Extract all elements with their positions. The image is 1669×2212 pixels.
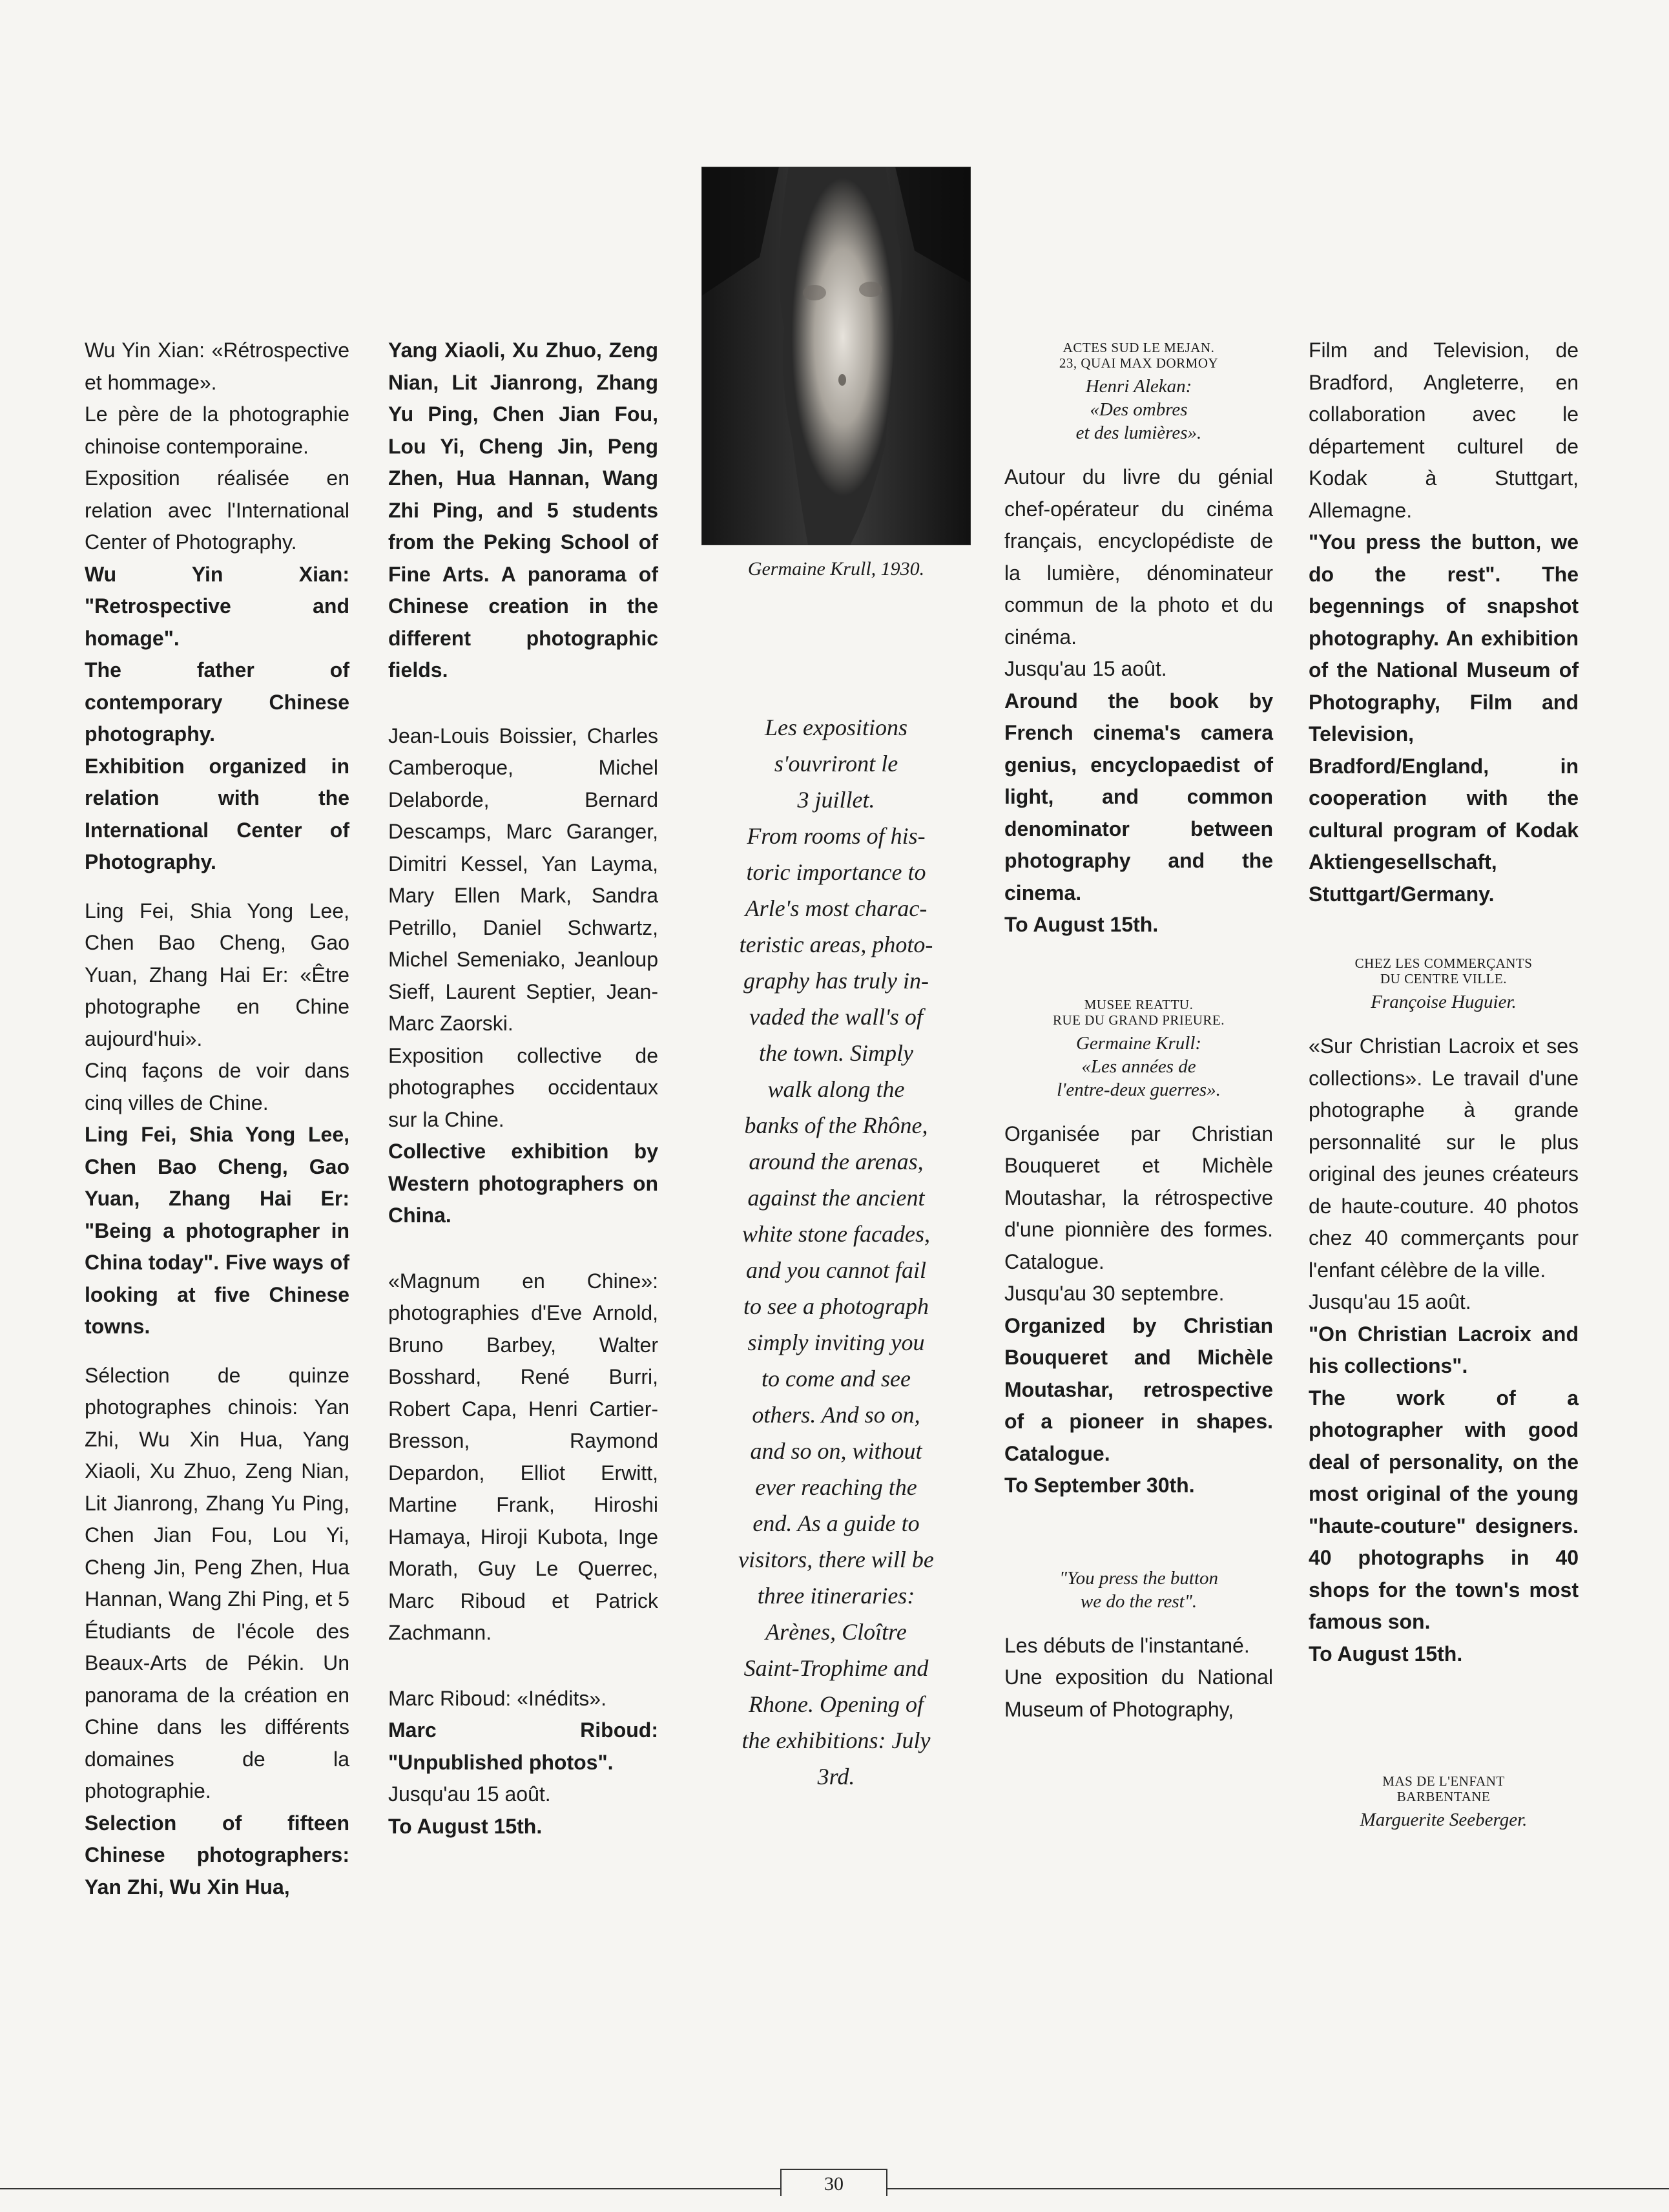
- krull-date-en: To September 30th.: [1004, 1474, 1195, 1497]
- kodak-desc-fr-cont: Film and Television, de Bradford, Angleterre, en collaboration avec le département culturel de Kodak à Stuttgart, Allemagne.: [1309, 339, 1579, 522]
- lacroix-date-en: To August 15th.: [1309, 1642, 1463, 1665]
- exhibition-title-alekan: Henri Alekan: «Des ombres et des lumières».: [1075, 376, 1202, 443]
- opening-quote: [701, 709, 971, 1795]
- ling-fei-en: Ling Fei, Shia Yong Lee, Chen Bao Cheng, Gao Yuan, Zhang Hai Er: "Being a photographer in China today". Five ways of looking at five Chinese towns.: [85, 1123, 349, 1338]
- marc-riboud-fr: Marc Riboud: «Inédits».: [388, 1686, 606, 1710]
- exhibition-title-kodak: "You press the button we do the rest".: [1059, 1567, 1219, 1612]
- wu-yin-xian-exhibition-fr: Exposition réalisée en relation avec l'International Center of Photography.: [85, 466, 349, 554]
- quote-line: and you cannot fail: [746, 1257, 926, 1283]
- column-2: [388, 335, 658, 1842]
- column-5: [1309, 335, 1579, 1831]
- photo-caption: Germaine Krull, 1930.: [747, 558, 925, 579]
- western-photographers-fr: Exposition collective de photographes occidentaux sur la Chine.: [388, 1043, 658, 1131]
- quote-line: three itineraries:: [757, 1583, 915, 1609]
- fifteen-photographers-en-cont: Yang Xiaoli, Xu Zhuo, Zeng Nian, Lit Jianrong, Zhang Yu Ping, Chen Jian Fou, Lou Yi, Cheng Jin, Peng Zhen, Hua Hannan, Wang Zhi Ping, and 5 students from the Peking School of Fine Arts. A panorama of Chinese creation in the different photographic fields.: [388, 339, 658, 682]
- quote-line: Les expositions: [765, 715, 907, 740]
- quote-line: end. As a guide to: [752, 1510, 920, 1536]
- krull-date-fr: Jusqu'au 30 septembre.: [1004, 1282, 1225, 1305]
- column-4: [1004, 340, 1273, 1726]
- quote-line: and so on, without: [750, 1438, 922, 1464]
- quote-line: graphy has truly in-: [743, 968, 929, 994]
- quote-line: teristic areas, photo-: [739, 932, 933, 957]
- lacroix-desc-en: The work of a photographer with good deal of personality, on the most original of the young "haute-couture" designers. 40 photographs in 40 shops for the town's most famous son.: [1309, 1386, 1579, 1633]
- quote-line: ever reaching the: [755, 1474, 917, 1500]
- wu-yin-xian-exhibition-en: Exhibition organized in relation with the International Center of Photography.: [85, 754, 349, 873]
- quote-line: 3rd.: [817, 1764, 855, 1789]
- quote-line: around the arenas,: [749, 1149, 924, 1174]
- exhibition-title-seeberger: Marguerite Seeberger.: [1360, 1810, 1528, 1830]
- wu-yin-xian-title-fr: Wu Yin Xian: «Rétrospective et hommage».: [85, 339, 349, 394]
- quote-line: 3 juillet.: [797, 787, 875, 813]
- exhibition-title-krull: Germaine Krull: «Les années de l'entre-deux guerres».: [1057, 1032, 1221, 1100]
- alekan-date-fr: Jusqu'au 15 août.: [1004, 657, 1167, 680]
- quote-line: vaded the wall's of: [749, 1004, 923, 1030]
- quote-line: the town. Simply: [759, 1040, 913, 1066]
- marc-riboud-date-en: To August 15th.: [388, 1814, 543, 1838]
- nude-torso-photograph: [701, 167, 971, 545]
- lacroix-title-en: "On Christian Lacroix and his collections".: [1309, 1322, 1579, 1377]
- quote-line: Saint-Trophime and: [743, 1655, 929, 1681]
- venue-centre-ville: CHEZ LES COMMERÇANTS DU CENTRE VILLE.: [1354, 955, 1533, 986]
- alekan-desc-fr: Autour du livre du génial chef-opérateur du cinéma français, encyclopédiste de la lumière, dénominateur commun de la photo et du cinéma.: [1004, 465, 1273, 649]
- quote-line: white stone facades,: [742, 1221, 930, 1247]
- quote-line: walk along the: [767, 1076, 905, 1102]
- fifteen-photographers-en: Selection of fifteen Chinese photographers: Yan Zhi, Wu Xin Hua,: [85, 1811, 349, 1899]
- kodak-desc-fr-2: Une exposition du National Museum of Photography,: [1004, 1665, 1273, 1721]
- column-1: [85, 335, 349, 1903]
- fifteen-photographers-fr: Sélection de quinze photographes chinois: Yan Zhi, Wu Xin Hua, Yang Xiaoli, Xu Zhuo, Zeng Nian, Lit Jianrong, Zhang Yu Ping, Chen Jian Fou, Lou Yi, Cheng Jin, Peng Zhen, Hua Hannan, Wang Zhi Ping, et 5 Étudiants de l'école des Beaux-Arts de Pékin. Un panorama de la création en Chine dans les différents domaines de la photographie.: [85, 1363, 349, 1802]
- marc-riboud-en: Marc Riboud: "Unpublished photos".: [388, 1718, 658, 1774]
- lacroix-date-fr: Jusqu'au 15 août.: [1309, 1290, 1471, 1313]
- quote-line: simply inviting you: [747, 1330, 925, 1355]
- footer-rule-right: [885, 2188, 1669, 2189]
- alekan-date-en: To August 15th.: [1004, 913, 1159, 936]
- alekan-desc-en: Around the book by French cinema's camera genius, encyclopaedist of light, and common denominator between photography and the cinema.: [1004, 689, 1273, 904]
- ling-fei-title-fr: Ling Fei, Shia Yong Lee, Chen Bao Cheng, Gao Yuan, Zhang Hai Er: «Être photographe en Chine aujourd'hui».: [85, 899, 349, 1050]
- kodak-desc-fr-1: Les débuts de l'instantané.: [1004, 1633, 1250, 1657]
- wu-yin-xian-title-en: Wu Yin Xian: "Retrospective and homage".: [85, 562, 349, 650]
- quote-line: toric importance to: [746, 859, 926, 885]
- lacroix-desc-fr: «Sur Christian Lacroix et ses collections». Le travail d'une photographe à grande personnalité sur le plus original des jeunes créateurs de haute-couture. 40 photos chez 40 commerçants pour l'enfant célèbre de la ville.: [1309, 1034, 1579, 1282]
- quote-line: against the ancient: [747, 1185, 925, 1211]
- page-number: 30: [780, 2169, 887, 2196]
- kodak-desc-en: "You press the button, we do the rest". The begennings of snapshot photography. An exhibition of the National Museum of Photography, Film and Television, Bradford/England, in cooperation with the cultural program of Kodak Aktiengesellschaft, Stuttgart/Germany.: [1309, 530, 1579, 906]
- western-photographers-en: Collective exhibition by Western photographers on China.: [388, 1140, 658, 1227]
- krull-desc-fr: Organisée par Christian Bouqueret et Michèle Moutashar, la rétrospective d'une pionnière des formes. Catalogue.: [1004, 1122, 1273, 1273]
- western-photographers-list: Jean-Louis Boissier, Charles Camberoque, Michel Delaborde, Bernard Descamps, Marc Garanger, Dimitri Kessel, Yan Layma, Mary Ellen Mark, Sandra Petrillo, Daniel Schwartz, Michel Semeniako, Jeanloup Sieff, Laurent Septier, Jean-Marc Zaorski.: [388, 724, 658, 1035]
- quote-line: to come and see: [762, 1366, 911, 1392]
- venue-actes-sud: ACTES SUD LE MEJAN. 23, QUAI MAX DORMOY: [1059, 340, 1219, 371]
- quote-line: Arènes, Cloître: [765, 1619, 907, 1645]
- quote-line: s'ouvriront le: [774, 751, 898, 777]
- magnum-en-chine-fr: «Magnum en Chine»: photographies d'Eve Arnold, Bruno Barbey, Walter Bosshard, René Burri, Robert Capa, Henri Cartier-Bresson, Raymond Depardon, Elliot Erwitt, Martine Frank, Hiroshi Hamaya, Hiroji Kubota, Inge Morath, Guy Le Querrec, Marc Riboud et Patrick Zachmann.: [388, 1269, 658, 1644]
- krull-desc-en: Organized by Christian Bouqueret and Michèle Moutashar, retrospective of a pioneer in shapes. Catalogue.: [1004, 1313, 1273, 1465]
- quote-line: visitors, there will be: [738, 1547, 934, 1572]
- wu-yin-xian-desc-fr: Le père de la photographie chinoise contemporaine.: [85, 402, 349, 458]
- quote-line: Arle's most charac-: [745, 895, 928, 921]
- venue-musee-reattu: MUSEE REATTU. RUE DU GRAND PRIEURE.: [1052, 996, 1225, 1028]
- marc-riboud-date-fr: Jusqu'au 15 août.: [388, 1782, 551, 1806]
- quote-line: to see a photograph: [743, 1293, 929, 1319]
- ling-fei-desc-fr: Cinq façons de voir dans cinq villes de Chine.: [85, 1059, 349, 1114]
- quote-line: banks of the Rhône,: [744, 1112, 928, 1138]
- quote-line: From rooms of his-: [747, 823, 926, 849]
- wu-yin-xian-desc-en: The father of contemporary Chinese photography.: [85, 658, 349, 746]
- exhibition-title-huguier: Françoise Huguier.: [1371, 992, 1517, 1012]
- footer-rule-left: [0, 2188, 782, 2189]
- venue-mas-de-l-enfant: MAS DE L'ENFANT BARBENTANE: [1382, 1773, 1505, 1804]
- quote-line: the exhibitions: July: [741, 1727, 931, 1753]
- quote-line: others. And so on,: [752, 1402, 920, 1428]
- quote-line: Rhone. Opening of: [749, 1691, 924, 1717]
